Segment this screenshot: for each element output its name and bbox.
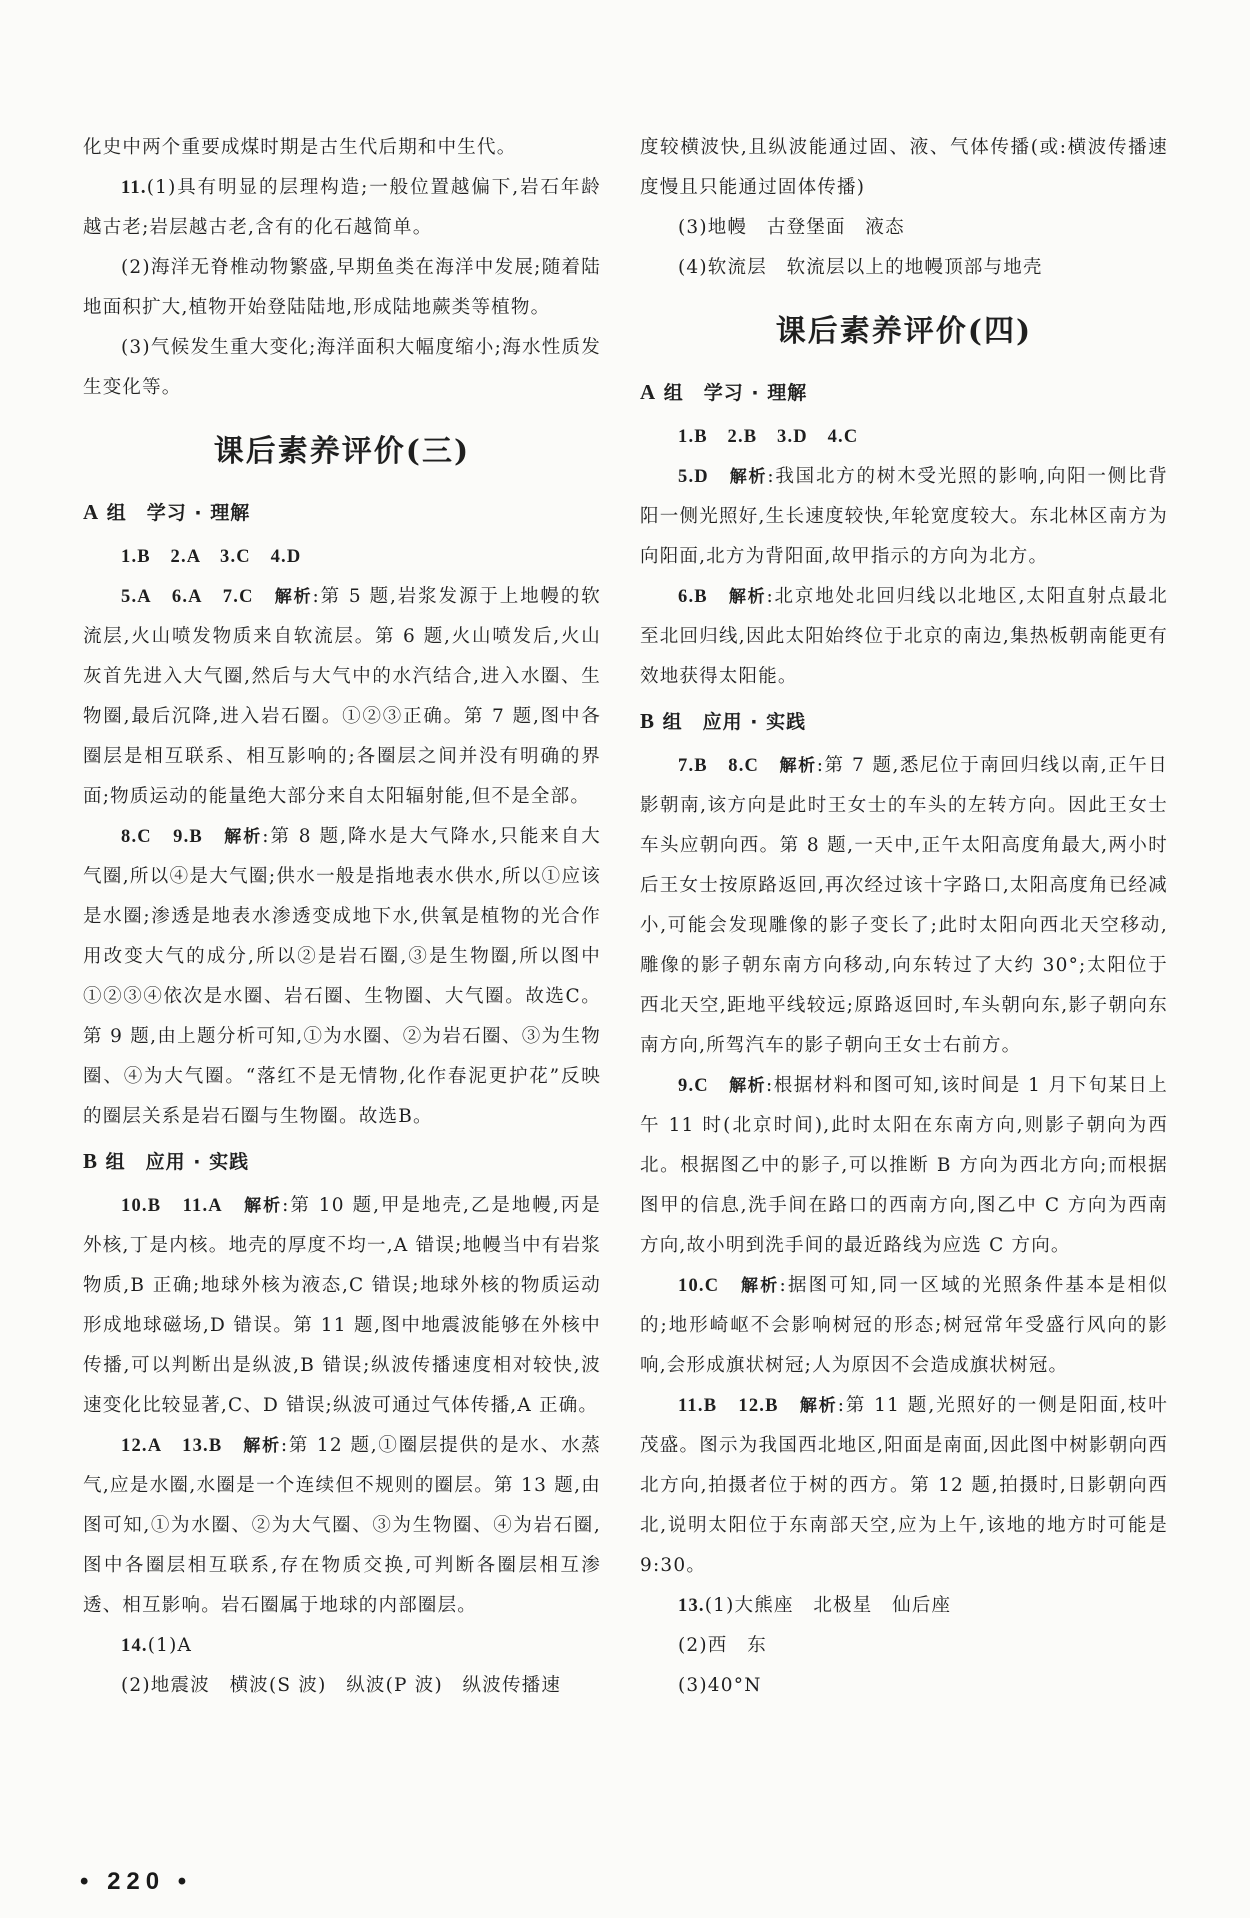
answer-11-1: [83, 168, 601, 248]
answer-text: (1)大熊座 北极星 仙后座: [704, 1595, 952, 1616]
answer-text: :第 7 题,悉尼位于南回归线以南,正午日影朝南,该方向是此时王女士的车头的左转方向。因此王女士车头应朝向西。第 8 题,一天中,正午太阳高度角最大,两小时后王女士按原路返回,再次经过该十字路口,太阳高度角已经减小,可能会发现雕像的影子变长了;此时太阳向西北天空移动,雕像的影子朝东南方向移动,向东转过了大约 30°;太阳位于西北天空,距地平线较远;原路返回时,车头朝向东,影子朝向东南方向,所驾汽车的影子朝向王女士右前方。: [640, 755, 1168, 1056]
paragraph: 度较横波快,且纵波能通过固、液、气体传播(或:横波传播速度慢且只能通过固体传播): [640, 137, 1168, 198]
question-number: 6.B: [678, 587, 708, 607]
answer-9: [640, 1066, 1168, 1266]
answer-11-12: [640, 1386, 1168, 1586]
question-number: 13.: [678, 1596, 705, 1616]
group-a-heading: [640, 372, 1168, 413]
group-b-heading: [640, 701, 1168, 742]
analysis-label: 解析: [728, 587, 767, 607]
analysis-label: 解析: [274, 587, 313, 607]
group-a-heading: [83, 492, 601, 533]
question-number: 10.C: [678, 1276, 720, 1296]
question-number: 9.C: [678, 1076, 709, 1096]
question-numbers: 12.A 13.B: [121, 1436, 223, 1456]
answer-text: :第 10 题,甲是地壳,乙是地幔,丙是外核,丁是内核。地壳的厚度不均一,A 错误;地幔当中有岩浆物质,B 正确;地球外核为液态,C 错误;地球外核的物质运动形成地球磁场,D 错误。第 11 题,图中地震波能够在外核中传播,可以判断出是纵波,B 错误;纵波传播速度相对较快,波速变化比较显著,C、D 错误;纵波可通过气体传播,A 正确。: [83, 1195, 602, 1416]
section-title-4: 课后素养评价(四): [775, 314, 1033, 349]
answer-text: :第 5 题,岩浆发源于上地幔的软流层,火山喷发物质来自软流层。第 6 题,火山喷发后,火山灰首先进入大气圈,然后与大气中的水汽结合,进入水圈、生物圈,最后沉降,进入岩石圈。①②③正确。第 7 题,图中各圈层是相互联系、相互影响的;各圈层之间并没有明确的界面;物质运动的能量绝大部分来自太阳辐射能,但不是全部。: [83, 586, 602, 807]
question-number: 5.D: [678, 467, 709, 487]
answer-14-4: (4)软流层 软流层以上的地幔顶部与地壳: [678, 257, 1043, 278]
right-column: [640, 128, 1168, 1706]
answer-13-2: (2)西 东: [678, 1635, 767, 1656]
answer-text: :据图可知,同一区域的光照条件基本是相似的;地形崎岖不会影响树冠的形态;树冠常年受盛行风向的影响,会形成旗状树冠;人为原因不会造成旗状树冠。: [640, 1275, 1169, 1376]
answer-10: [640, 1266, 1168, 1386]
answer-12-13: [83, 1426, 601, 1626]
answer-text: (1)A: [147, 1635, 193, 1656]
group-label: 组 应用 · 实践: [105, 1151, 250, 1173]
analysis-label: 解析: [224, 827, 263, 847]
group-letter: B: [83, 1149, 99, 1173]
answer-5: [640, 457, 1168, 577]
answer-8-9: [83, 817, 601, 1137]
answer-text: (1)具有明显的层理构造;一般位置越偏下,岩石年龄越古老;岩层越古老,含有的化石越简单。: [83, 177, 601, 238]
group-label: 组 学习 · 理解: [663, 382, 808, 404]
group-label: 组 应用 · 实践: [662, 711, 807, 733]
answer-14-1: [83, 1626, 601, 1666]
question-number: 11.: [121, 178, 147, 198]
analysis-label: 解析: [244, 1196, 283, 1216]
analysis-label: 解析: [729, 1076, 767, 1096]
answer-7-8: [640, 746, 1168, 1066]
group-b-heading: [83, 1141, 601, 1182]
answer-11-2: (2)海洋无脊椎动物繁盛,早期鱼类在海洋中发展;随着陆地面积扩大,植物开始登陆陆地,形成陆地蕨类等植物。: [83, 257, 601, 318]
answers-1-4: 1.B 2.B 3.D 4.C: [678, 427, 859, 447]
question-numbers: 11.B 12.B: [678, 1396, 779, 1416]
analysis-label: 解析: [243, 1436, 281, 1456]
question-numbers: 10.B 11.A: [121, 1196, 223, 1216]
answer-text: :第 8 题,降水是大气降水,只能来自大气圈,所以④是大气圈;供水一般是指地表水供水,所以①应该是水圈;渗透是地表水渗透变成地下水,供氧是植物的光合作用改变大气的成分,所以②是岩石圈,③是生物圈,所以图中①②③④依次是水圈、岩石圈、生物圈、大气圈。故选C。第 9 题,由上题分析可知,①为水圈、②为岩石圈、③为生物圈、④为大气圈。“落红不是无情物,化作春泥更护花”反映的圈层关系是岩石圈与生物圈。故选B。: [83, 826, 601, 1127]
answer-11-3: (3)气候发生重大变化;海洋面积大幅度缩小;海水性质发生变化等。: [83, 337, 601, 398]
answer-text: :第 12 题,①圈层提供的是水、水蒸气,应是水圈,水圈是一个连续但不规则的圈层。第 13 题,由图可知,①为水圈、②为大气圈、③为生物圈、④为岩石圈,图中各圈层相互联系,存在物质交换,可判断各圈层相互渗透、相互影响。岩石圈属于地球的内部圈层。: [83, 1435, 602, 1616]
analysis-label: 解析: [729, 467, 768, 487]
group-letter: A: [83, 500, 100, 524]
paragraph: 化史中两个重要成煤时期是古生代后期和中生代。: [83, 137, 517, 158]
analysis-label: 解析: [741, 1276, 780, 1296]
page-number: • 220 •: [80, 1868, 193, 1895]
answer-text: :北京地处北回归线以北地区,太阳直射点最北至北回归线,因此太阳始终位于北京的南边,集热板朝南能更有效地获得太阳能。: [640, 586, 1168, 687]
answer-14-2: (2)地震波 横波(S 波) 纵波(P 波) 纵波传播速: [121, 1675, 562, 1696]
analysis-label: 解析: [799, 1396, 838, 1416]
answer-5-7: [83, 577, 601, 817]
answer-text: :第 11 题,光照好的一侧是阳面,枝叶茂盛。图示为我国西北地区,阳面是南面,因此图中树影朝向西北方向,拍摄者位于树的西方。第 12 题,拍摄时,日影朝向西北,说明太阳位于东南部天空,应为上午,该地的地方时可能是 9:30。: [640, 1395, 1168, 1576]
answer-13-3: (3)40°N: [678, 1675, 762, 1696]
answer-13-1: [640, 1586, 1168, 1626]
group-label: 组 学习 · 理解: [106, 502, 251, 524]
answer-6: [640, 577, 1168, 697]
left-column: [83, 128, 601, 1706]
section-title-3: 课后素养评价(三): [213, 434, 471, 469]
question-numbers: 7.B 8.C: [678, 756, 760, 776]
answer-10-11: [83, 1186, 601, 1426]
answer-text: :我国北方的树木受光照的影响,向阳一侧比背阳一侧光照好,生长速度较快,年轮宽度较大。东北林区南方为向阳面,北方为背阳面,故甲指示的方向为北方。: [640, 466, 1168, 567]
question-numbers: 8.C 9.B: [121, 827, 203, 847]
question-number: 14.: [121, 1636, 148, 1656]
answers-1-4: 1.B 2.A 3.C 4.D: [121, 547, 302, 567]
question-numbers: 5.A 6.A 7.C: [121, 587, 254, 607]
answer-text: :根据材料和图可知,该时间是 1 月下旬某日上午 11 时(北京时间),此时太阳在东南方向,则影子朝向为西北。根据图乙中的影子,可以推断 B 方向为西北方向;而根据图甲的信息,洗手间在路口的西南方向,图乙中 C 方向为西南方向,故小明到洗手间的最近路线为应选 C 方向。: [640, 1075, 1169, 1256]
answer-14-3: (3)地幔 古登堡面 液态: [678, 217, 905, 238]
group-letter: A: [640, 380, 657, 404]
analysis-label: 解析: [779, 756, 817, 776]
group-letter: B: [640, 709, 656, 733]
